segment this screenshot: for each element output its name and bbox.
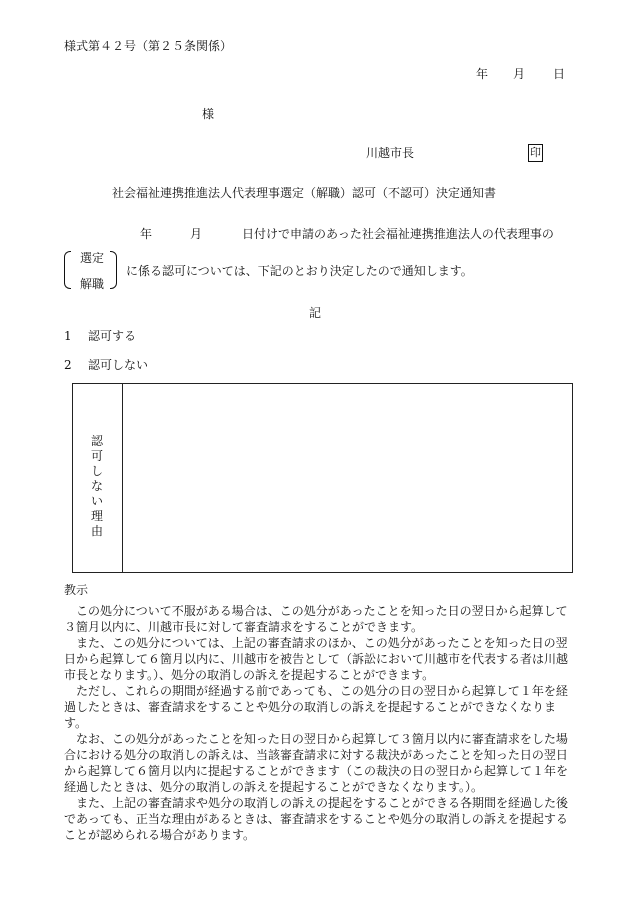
right-brace <box>110 251 117 289</box>
document-title: 社会福祉連携推進法人代表理事選定（解職）認可（不認可）決定通知書 <box>112 186 497 200</box>
reason-box-divider <box>122 384 123 572</box>
ki-heading: 記 <box>309 306 322 320</box>
item-2-number: 2 <box>64 358 72 372</box>
date-day-label: 日 <box>553 67 566 81</box>
body-month-label: 月 <box>190 227 203 241</box>
addressee-honorific: 様 <box>202 107 215 121</box>
seal-mark: 印 <box>528 144 543 162</box>
item-2-label: 認可しない <box>88 358 149 372</box>
issuer-name: 川越市長 <box>366 146 415 160</box>
option-dismiss: 解職 <box>80 277 105 291</box>
form-number: 様式第４２号（第２５条関係） <box>64 39 233 53</box>
option-select: 選定 <box>80 251 105 265</box>
body-year-label: 年 <box>140 227 153 241</box>
date-month-label: 月 <box>513 67 526 81</box>
instruction-paragraph: この処分について不服がある場合は、この処分があったことを知った日の翌日から起算して３箇月以内に、川越市長に対して審査請求をすることができます。 <box>64 604 568 634</box>
instruction-paragraph: また、この処分については、上記の審査請求のほか、この処分があったことを知った日の翌日から起算して６箇月以内に、川越市を被告として（訴訟において川越市を代表する者は川越市長となります。）、処分の取消しの訴えを提起することができます。 <box>64 636 569 682</box>
instruction-heading: 教示 <box>64 583 89 597</box>
left-brace <box>64 251 71 289</box>
reason-box <box>72 383 573 573</box>
item-1-label: 認可する <box>88 329 137 343</box>
item-1-number: 1 <box>64 329 72 343</box>
instruction-paragraph: なお、この処分があったことを知った日の翌日から起算して３箇月以内に審査請求をした場合における処分の取消しの訴えは、当該審査請求に対する裁決があったことを知った日の翌日から起算して６箇月以内に提起することができます（この裁決の日の翌日から起算して１年を経過したときは、処分の取消しの訴えを提起することができなくなります。）。 <box>64 732 569 794</box>
instruction-body <box>64 603 576 843</box>
body-line-1: 日付けで申請のあった社会福祉連携推進法人の代表理事の <box>242 227 554 241</box>
date-year-label: 年 <box>476 67 489 81</box>
body-line-2: に係る認可については、下記のとおり決定したので通知します。 <box>126 264 473 278</box>
instruction-paragraph: また、上記の審査請求や処分の取消しの訴えの提起をすることができる各期間を経過した後であっても、正当な理由があるときは、審査請求をすることや処分の取消しの訴えを提起することが認められる場合があります。 <box>64 796 569 842</box>
instruction-paragraph: ただし、これらの期間が経過する前であっても、この処分の日の翌日から起算して１年を経過したときは、審査請求をすることや処分の取消しの訴えを提起することができなくなります。 <box>64 684 568 730</box>
reason-label: 認可しない理由 <box>90 434 103 538</box>
